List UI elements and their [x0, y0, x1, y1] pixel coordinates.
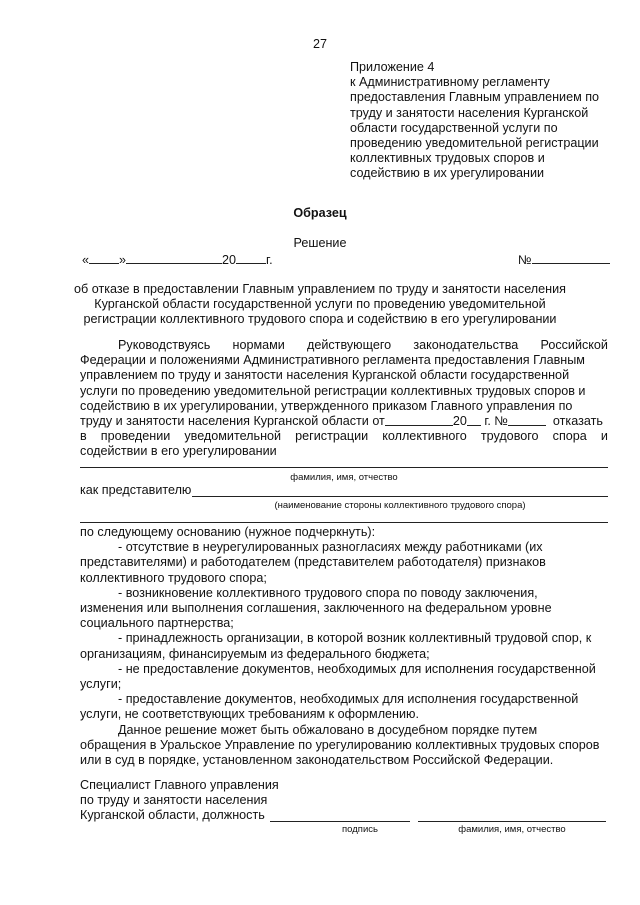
signer-fio-blank-line [418, 821, 606, 822]
intro-paragraph [80, 338, 608, 460]
representative-label: как представителю [80, 483, 192, 497]
intro-line: содействии в его урегулировании [80, 444, 277, 459]
order-number-blank [508, 414, 546, 426]
year-prefix: 20 [222, 253, 237, 267]
subject-line: об отказе в предоставлении Главным управлением по труду и занятости населения [74, 282, 566, 296]
signature-line: Специалист Главного управления [80, 778, 279, 792]
intro-line: в проведении уведомительной регистрации коллективного трудового спора и [80, 429, 608, 444]
day-blank [89, 252, 119, 264]
representative-blank-line [192, 496, 608, 497]
decision-title: Решение [293, 236, 347, 250]
order-year-blank [467, 414, 481, 426]
basis-line: - не предоставление документов, необходимых для исполнения государственной [118, 661, 596, 676]
appendix-line: коллективных трудовых споров и [350, 151, 545, 166]
basis-line: услуги, не соответствующих требованиям к оформлению. [80, 707, 419, 722]
intro-line: содействию в их урегулировании, утвержденного приказом Главного управления по [80, 398, 573, 413]
sample-title: Образец [293, 206, 347, 220]
basis-line: коллективного трудового спора; [80, 570, 267, 585]
appendix-line: содействию в их урегулировании [350, 166, 545, 181]
intro-line: управлением по труду и занятости населения Курганской области государственной [80, 368, 570, 383]
appendix-line: труду и занятости населения Курганской [350, 105, 589, 120]
party-caption: (наименование стороны коллективного трудового спора) [274, 500, 526, 511]
basis-line: - возникновение коллективного трудового спора по поводу заключения, [118, 585, 538, 600]
basis-line: - предоставление документов, необходимых для исполнения государственной [118, 692, 579, 707]
appendix-line: области государственной услуги по [350, 120, 558, 135]
intro-line: Федерации и положениями Административного регламента предоставления Главным [80, 353, 585, 368]
intro-line: труду и занятости населения Курганской области от 20 г. № отказать [80, 414, 603, 429]
appendix-header [350, 60, 620, 182]
signature-blank-line [270, 821, 410, 822]
close-quote: » [119, 253, 127, 267]
subject-line: регистрации коллективного трудового спора и содействию в его урегулировании [83, 312, 557, 327]
basis-line: изменения или выполнения соглашения, заключенного на федеральном уровне [80, 601, 552, 616]
basis-line: - отсутствие в неурегулированных разногласиях между работниками (их [118, 540, 543, 555]
signature-block [80, 778, 279, 824]
number-blank [532, 252, 610, 264]
intro-line: Руководствуясь нормами действующего законодательства Российской [118, 338, 608, 352]
open-quote: « [82, 253, 90, 267]
fio-caption: фамилия, имя, отчество [290, 472, 398, 483]
intro-line: услуги по проведению уведомительной регистрации коллективных трудовых споров и [80, 383, 586, 398]
basis-section [80, 525, 608, 768]
page-number: 27 [312, 37, 327, 51]
appendix-line: предоставления Главным управлением по [350, 90, 600, 105]
appendix-line: к Административному регламенту [350, 75, 550, 90]
signature-line: Курганской области, должность [80, 808, 265, 823]
basis-intro: по следующему основанию (нужное подчеркнуть): [80, 525, 376, 539]
basis-line: организациям, финансируемым из федерального бюджета; [80, 646, 430, 661]
subject-line: Курганской области государственной услуги по проведению уведомительной [94, 297, 546, 312]
basis-line: услуги; [80, 677, 122, 692]
party-blank-line [80, 522, 608, 523]
year-blank [236, 252, 266, 264]
decision-subject [0, 282, 640, 328]
month-blank [126, 252, 222, 264]
fio-blank-line [80, 467, 608, 468]
year-suffix: г. [266, 253, 273, 267]
date-line [82, 252, 273, 268]
appendix-line: проведению уведомительной регистрации [350, 136, 599, 151]
basis-line: социального партнерства; [80, 616, 234, 631]
number-field [518, 252, 610, 268]
basis-line: - принадлежность организации, в которой возник коллективный трудовой спор, к [118, 631, 592, 646]
signature-line: по труду и занятости населения [80, 793, 268, 808]
appeal-line: обращения в Уральское Управление по урегулированию коллективных трудовых споров [80, 737, 600, 752]
basis-line: представителями) и работодателем (представителем работодателя) признаков [80, 555, 546, 570]
appendix-line: Приложение 4 [350, 60, 435, 74]
appeal-line: Данное решение может быть обжаловано в досудебном порядке путем [118, 722, 538, 737]
signer-fio-caption: фамилия, имя, отчество [458, 824, 566, 835]
appeal-line: или в суд в порядке, установленном законодательством Российской Федерации. [80, 753, 554, 768]
order-date-blank [385, 414, 453, 426]
number-label: № [518, 253, 532, 267]
sign-caption: подпись [342, 824, 378, 835]
